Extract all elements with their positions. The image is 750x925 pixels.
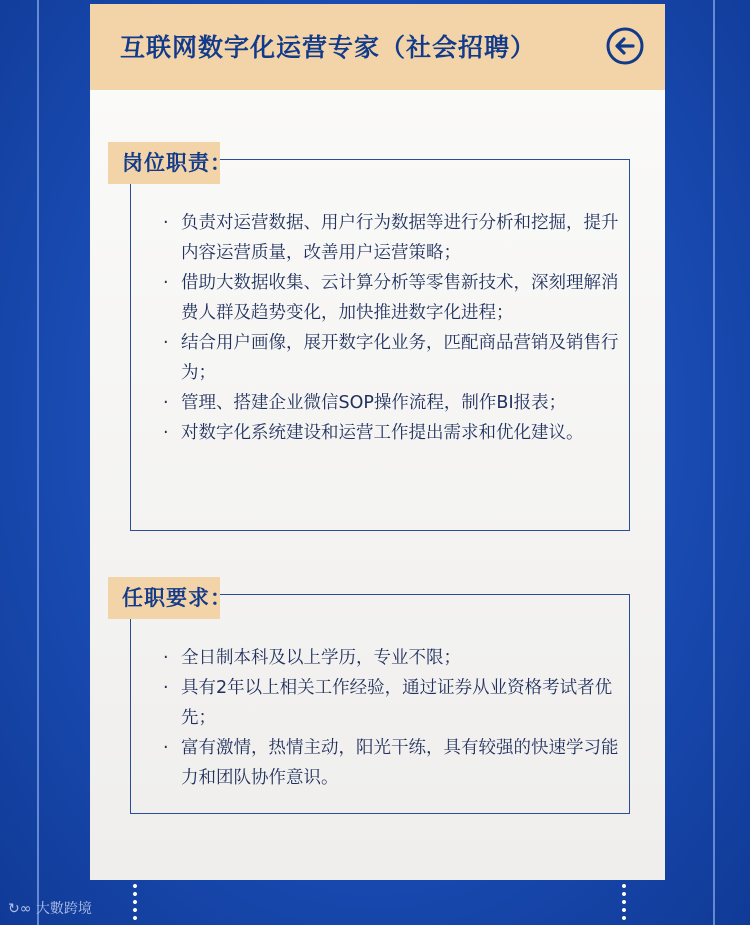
responsibilities-list — [163, 208, 623, 448]
requirements-label: 任职要求： — [108, 577, 220, 619]
page-title: 互联网数字化运营专家（社会招聘） — [120, 33, 537, 62]
list-item: · 结合用户画像，展开数字化业务，匹配商品营销及销售行为； — [163, 328, 623, 388]
list-item: · 借助大数据收集、云计算分析等零售新技术，深刻理解消费人群及趋势变化，加快推进数字化进程； — [163, 268, 623, 328]
job-card — [90, 4, 665, 880]
list-item: · 具有2年以上相关工作经验，通过证券从业资格考试者优先； — [163, 673, 623, 733]
title-bar — [90, 4, 665, 90]
watermark-text: 大數跨境 — [35, 901, 92, 917]
list-item: · 管理、搭建企业微信SOP操作流程，制作BI报表； — [163, 388, 623, 418]
arrow-left-circle-icon[interactable] — [605, 26, 645, 66]
right-border-line — [713, 0, 715, 925]
list-item: · 全日制本科及以上学历，专业不限； — [163, 643, 623, 673]
left-border-line — [37, 0, 39, 925]
dotted-connector-left — [132, 882, 138, 922]
dotted-connector-right — [621, 882, 627, 922]
requirements-list — [163, 643, 623, 793]
logo-icon: ↻∞ — [8, 901, 36, 917]
list-item: · 对数字化系统建设和运营工作提出需求和优化建议。 — [163, 418, 623, 448]
responsibilities-label: 岗位职责： — [108, 142, 220, 184]
list-item: · 负责对运营数据、用户行为数据等进行分析和挖掘，提升内容运营质量，改善用户运营策略； — [163, 208, 623, 268]
watermark-logo — [8, 898, 92, 918]
list-item: · 富有激情，热情主动，阳光干练，具有较强的快速学习能力和团队协作意识。 — [163, 733, 623, 793]
